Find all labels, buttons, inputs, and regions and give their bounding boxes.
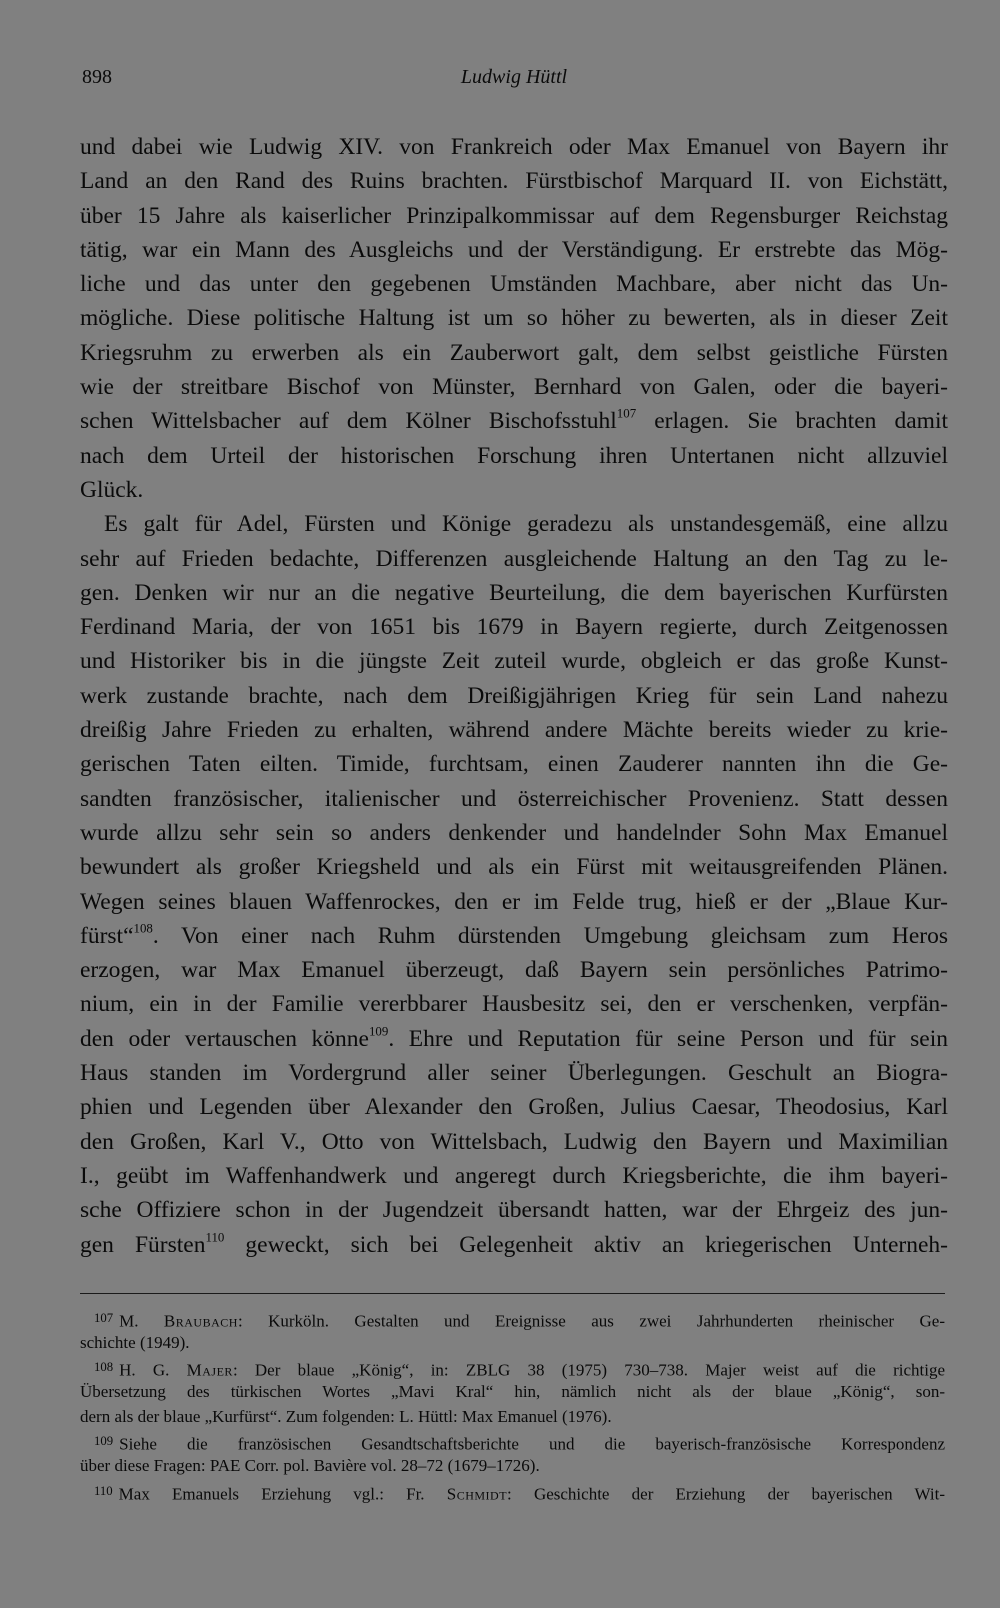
- text-line: Es galt für Adel, Fürsten und Könige geradezu als unstandesgemäß, eine allzu: [104, 511, 948, 538]
- text-line: sandten französischer, italienischer und österreichischer Provenienz. Statt dessen: [80, 785, 948, 812]
- text-line: den oder vertauschen könne$^{109}$. Ehre und Reputation für seine Person und für sein: [80, 1023, 948, 1052]
- footnote-ref: 109: [368, 1023, 389, 1039]
- text-line: wie der streitbare Bischof von Münster, Bernhard von Galen, oder die bayeri-: [80, 374, 948, 401]
- footnote-line: Übersetzung des türkischen Wortes „Mavi Kral“ hin, nämlich nicht als der blaue „König“, son-: [80, 1382, 945, 1402]
- text-line: und Historiker bis in die jüngste Zeit zuteil wurde, obgleich er das große Kunst-: [80, 648, 948, 675]
- footnote-line: $^{110}$ Max Emanuels Erziehung vgl.: Fr. Schmidt: Geschichte der Erziehung der bayerischen Wit-: [94, 1483, 945, 1504]
- text-line: mögliche. Diese politische Haltung ist um so höher zu bewerten, als in dieser Zeit: [80, 305, 948, 332]
- text-line: sehr auf Frieden bedachte, Differenzen ausgleichende Haltung an den Tag zu le-: [80, 545, 948, 572]
- text-line: Haus standen im Vordergrund aller seiner Überlegungen. Geschult an Biogra-: [80, 1060, 948, 1087]
- text-line: dreißig Jahre Frieden zu erhalten, während andere Mächte bereits wieder zu krie-: [80, 717, 948, 744]
- page-number: 898: [82, 66, 112, 88]
- text-line: Land an den Rand des Ruins brachten. Fürstbischof Marquard II. von Eichstätt,: [80, 168, 948, 195]
- footnote-number: 108: [94, 1360, 114, 1375]
- text-line: bewundert als großer Kriegsheld und als ein Fürst mit weitausgreifenden Plänen.: [80, 854, 948, 881]
- footnote-line: $^{107}$ M. Braubach: Kurköln. Gestalten und Ereignisse aus zwei Jahrhunderten rheinischer Ge-: [94, 1311, 945, 1331]
- footnote-separator: [80, 1293, 945, 1294]
- text-line: I., geübt im Waffenhandwerk und angeregt durch Kriegsberichte, die ihm bayeri-: [80, 1162, 948, 1189]
- footnote-line: dern als der blaue „Kurfürst“. Zum folgenden: L. Hüttl: Max Emanuel (1976).: [80, 1406, 612, 1426]
- footnote-number: 109: [94, 1434, 114, 1449]
- text-line: Wegen seines blauen Waffenrockes, den er im Felde trug, hieß er der „Blaue Kur-: [80, 888, 948, 915]
- footnote-ref: 110: [205, 1229, 225, 1245]
- text-line: sche Offiziere schon in der Jugendzeit übersandt hatten, war der Ehrgeiz des jun-: [80, 1197, 948, 1224]
- text-line: fürst“$^{108}$. Von einer nach Ruhm dürstenden Umgebung gleichsam zum Heros: [80, 920, 948, 949]
- footnote-ref: 107: [616, 406, 637, 422]
- footnote-number: 107: [94, 1311, 114, 1325]
- text-line: erzogen, war Max Emanuel überzeugt, daß Bayern sein persönliches Patrimo-: [80, 957, 948, 984]
- footnote-line: $^{108}$ H. G. Majer: Der blaue „König“, in: ZBLG 38 (1975) 730–738. Majer weist auf die richtige: [94, 1360, 945, 1380]
- footnote-number: 110: [94, 1483, 113, 1498]
- text-line: tätig, war ein Mann des Ausgleichs und der Verständigung. Er erstrebte das Mög-: [80, 236, 948, 263]
- text-line: Glück.: [80, 476, 144, 503]
- text-line: nium, ein in der Familie vererbbarer Hausbesitz sei, den er verschenken, verpfän-: [80, 991, 948, 1018]
- text-line: gen. Denken wir nur an die negative Beurteilung, die dem bayerischen Kurfürsten: [80, 579, 948, 606]
- text-line: gerischen Taten eilten. Timide, furchtsam, einen Zauderer nannten ihn die Ge-: [80, 751, 948, 778]
- footnotes: [80, 1306, 945, 1504]
- body-text: [80, 130, 948, 1262]
- text-line: den Großen, Karl V., Otto von Wittelsbach, Ludwig den Bayern und Maximilian: [80, 1128, 948, 1155]
- running-head: Ludwig Hüttl: [460, 66, 568, 88]
- text-line: wurde allzu sehr sein so anders denkender und handelnder Sohn Max Emanuel: [80, 819, 948, 846]
- footnote-line: schichte (1949).: [80, 1332, 190, 1352]
- text-line: Kriegsruhm zu erwerben als ein Zauberwort galt, dem selbst geistliche Fürsten: [80, 339, 948, 366]
- text-line: und dabei wie Ludwig XIV. von Frankreich oder Max Emanuel von Bayern ihr: [80, 134, 948, 160]
- text-line: phien und Legenden über Alexander den Großen, Julius Caesar, Theodosius, Karl: [80, 1094, 948, 1121]
- text-line: schen Wittelsbacher auf dem Kölner Bischofsstuhl$^{107}$ erlagen. Sie brachten damit: [80, 406, 948, 435]
- text-line: liche und das unter den gegebenen Umständen Machbare, aber nicht das Un-: [80, 271, 948, 298]
- text-line: werk zustande brachte, nach dem Dreißigjährigen Krieg für sein Land nahezu: [80, 682, 948, 709]
- footnote-ref: 108: [133, 920, 153, 936]
- footnote-line: $^{109}$ Siehe die französischen Gesandtschaftsberichte und die bayerisch-französische Korrespondenz: [94, 1434, 945, 1454]
- text-line: über 15 Jahre als kaiserlicher Prinzipalkommissar auf dem Regensburger Reichstag: [80, 202, 948, 229]
- text-line: gen Fürsten$^{110}$ geweckt, sich bei Gelegenheit aktiv an kriegerischen Unterneh-: [80, 1229, 948, 1258]
- text-line: nach dem Urteil der historischen Forschung ihren Untertanen nicht allzuviel: [80, 442, 948, 469]
- page-header: [80, 66, 948, 96]
- footnote-line: über diese Fragen: PAE Corr. pol. Bavière vol. 28–72 (1679–1726).: [80, 1456, 540, 1476]
- text-line: Ferdinand Maria, der von 1651 bis 1679 in Bayern regierte, durch Zeitgenossen: [80, 614, 948, 641]
